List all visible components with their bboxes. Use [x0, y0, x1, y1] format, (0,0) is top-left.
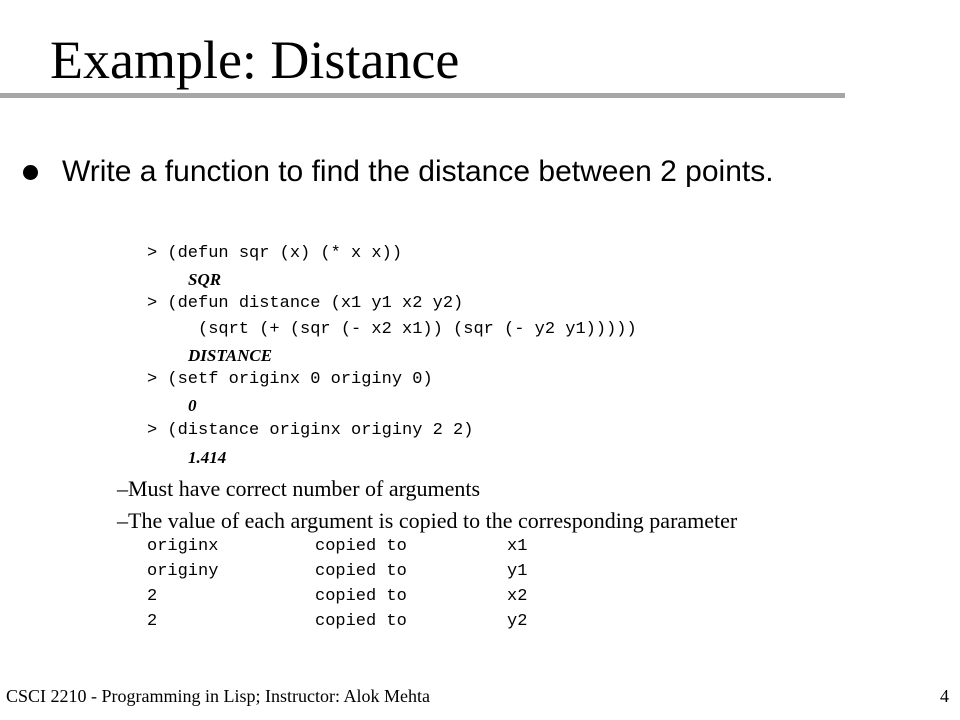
page-number: 4 [940, 686, 949, 706]
table-cell-relation: copied to [315, 562, 407, 581]
main-bullet: Write a function to find the distance between 2 points. [62, 155, 774, 188]
table-cell-parameter: y2 [507, 612, 528, 631]
repl-output-sqr: SQR [188, 270, 222, 289]
repl-output-zero: 0 [188, 396, 197, 415]
slide-footer: CSCI 2210 - Programming in Lisp; Instructor: Alok Mehta [6, 686, 430, 706]
table-cell-parameter: x2 [507, 587, 528, 606]
repl-output-result: 1.414 [188, 448, 227, 467]
table-cell-argument: originy [147, 562, 219, 581]
slide-title: Example: Distance [50, 30, 460, 90]
subpoint-argument-copy: –The value of each argument is copied to the corresponding parameter [117, 508, 738, 533]
repl-input-setf: > (setf originx 0 originy 0) [147, 370, 433, 389]
repl-input-distance-body: (sqrt (+ (sqr (- x2 x1)) (sqr (- y2 y1))))) [198, 320, 637, 339]
table-cell-argument: 2 [147, 587, 158, 606]
repl-input-distance-call: > (distance originx originy 2 2) [147, 421, 474, 440]
repl-input-defun-distance: > (defun distance (x1 y1 x2 y2) [147, 294, 464, 313]
table-cell-argument: 2 [147, 612, 158, 631]
table-cell-parameter: x1 [507, 537, 528, 556]
table-cell-parameter: y1 [507, 562, 528, 581]
table-cell-argument: originx [147, 537, 219, 556]
table-cell-relation: copied to [315, 537, 407, 556]
repl-output-distance: DISTANCE [188, 346, 273, 365]
title-underline [0, 93, 845, 98]
table-cell-relation: copied to [315, 587, 407, 606]
table-cell-relation: copied to [315, 612, 407, 631]
repl-input-defun-sqr: > (defun sqr (x) (* x x)) [147, 244, 403, 263]
subpoint-argument-count: –Must have correct number of arguments [117, 476, 481, 501]
bullet-dot-icon [23, 165, 38, 180]
